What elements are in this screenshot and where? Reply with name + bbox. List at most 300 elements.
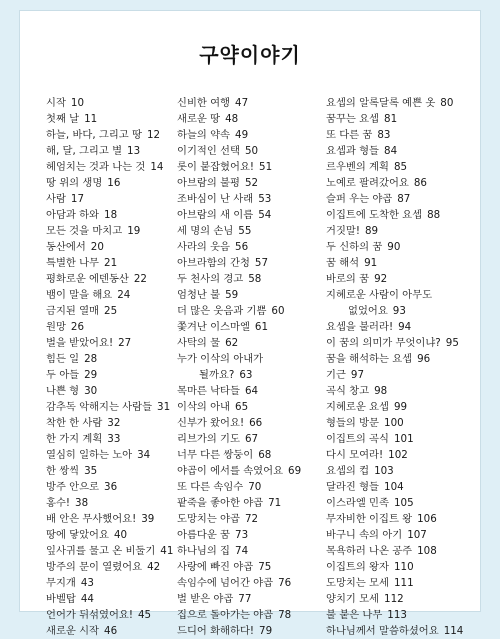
toc-entry-title: 아름다운 꿈	[177, 529, 231, 541]
toc-entry-title: 팥죽을 좋아한 야곱	[177, 497, 264, 509]
toc-entry	[326, 367, 476, 383]
toc-entry-page-number: 16	[107, 177, 121, 189]
toc-entry	[326, 223, 476, 239]
toc-entry-page-number: 100	[384, 417, 404, 429]
toc-entry	[326, 623, 476, 639]
toc-entry-title: 다시 모여라!	[326, 449, 384, 461]
toc-entry-title: 르우벤의 계획	[326, 161, 389, 173]
toc-entry-page-number: 21	[104, 257, 118, 269]
toc-entry-title: 지혜로운 요셉	[326, 401, 389, 413]
toc-entry-page-number: 77	[238, 593, 252, 605]
toc-entry-title: 꿈 해석	[326, 257, 360, 269]
toc-entry-title: 잎사귀를 물고 온 비둘기	[46, 545, 156, 557]
toc-entry-title: 꿈을 해석하는 요셉	[326, 353, 413, 365]
toc-entry	[177, 159, 327, 175]
toc-entry-page-number: 95	[445, 337, 459, 349]
toc-entry	[326, 463, 476, 479]
toc-entry	[46, 607, 174, 623]
toc-entry-page-number: 51	[259, 161, 273, 173]
toc-entry-title: 헤엄치는 것과 나는 것	[46, 161, 146, 173]
toc-entry-page-number: 112	[384, 593, 404, 605]
toc-entry	[326, 511, 476, 527]
toc-entry	[326, 415, 476, 431]
toc-entry-page-number: 74	[235, 545, 249, 557]
toc-entry-title: 세 명의 손님	[177, 225, 234, 237]
toc-entry-page-number: 55	[238, 225, 252, 237]
toc-entry	[326, 303, 476, 319]
toc-entry-title: 양치기 모세	[326, 593, 380, 605]
toc-entry	[177, 143, 327, 159]
toc-entry-title: 땅에 닿았어요	[46, 529, 109, 541]
toc-entry-title: 나쁜 형	[46, 385, 80, 397]
toc-entry-title: 첫째 날	[46, 113, 80, 125]
toc-entry	[46, 111, 174, 127]
toc-entry-title: 속임수에 넘어간 야곱	[177, 577, 274, 589]
toc-entry	[177, 223, 327, 239]
toc-entry	[46, 415, 174, 431]
toc-entry	[46, 447, 174, 463]
toc-entry-page-number: 93	[392, 305, 406, 317]
toc-entry	[46, 543, 174, 559]
toc-page	[19, 10, 481, 637]
toc-entry-title: 평화로운 에덴동산	[46, 273, 129, 285]
toc-entry	[326, 287, 476, 303]
toc-entry-page-number: 31	[157, 401, 171, 413]
toc-entry-page-number: 88	[427, 209, 441, 221]
toc-entry-page-number: 11	[84, 113, 98, 125]
toc-entry-page-number: 10	[70, 97, 85, 109]
toc-entry-page-number: 79	[259, 625, 273, 637]
toc-entry	[46, 207, 174, 223]
toc-entry-title: 이 꿈의 의미가 무엇이냐?	[326, 337, 441, 349]
toc-entry	[177, 447, 327, 463]
toc-entry	[326, 95, 476, 111]
toc-entry	[177, 511, 327, 527]
toc-entry	[326, 207, 476, 223]
toc-entry	[177, 111, 327, 127]
toc-entry-page-number: 45	[137, 609, 152, 621]
toc-entry	[46, 623, 174, 639]
toc-entry-title: 신부가 왔어요!	[177, 417, 245, 429]
toc-entry	[177, 367, 327, 383]
toc-entry	[326, 575, 476, 591]
toc-entry-title: 꿈꾸는 요셉	[326, 113, 380, 125]
toc-entry-title: 원망	[46, 321, 66, 333]
toc-entry	[326, 607, 476, 623]
toc-entry-page-number: 41	[160, 545, 174, 557]
toc-entry	[46, 527, 174, 543]
toc-entry-title: 한 가지 계획	[46, 433, 103, 445]
toc-entry-page-number: 83	[377, 129, 391, 141]
toc-entry	[46, 511, 174, 527]
toc-entry	[326, 527, 476, 543]
toc-entry-page-number: 61	[254, 321, 269, 333]
toc-entry-title: 새로운 시작	[46, 625, 100, 637]
toc-entry-title: 이집트의 곡식	[326, 433, 389, 445]
toc-entry-page-number: 12	[146, 129, 161, 141]
toc-entry-page-number: 84	[384, 145, 398, 157]
toc-entry-page-number: 60	[271, 305, 285, 317]
toc-entry-title: 아브람의 새 이름	[177, 209, 254, 221]
toc-entry-title: 열심히 일하는 노아	[46, 449, 133, 461]
toc-entry-page-number: 102	[388, 449, 408, 461]
toc-entry	[326, 543, 476, 559]
toc-entry	[46, 367, 174, 383]
toc-entry	[177, 351, 327, 367]
toc-entry	[46, 495, 174, 511]
toc-entry-page-number: 68	[258, 449, 272, 461]
toc-entry-title: 두 천사의 경고	[177, 273, 244, 285]
toc-entry-title: 거짓말!	[326, 225, 360, 237]
toc-entry	[326, 319, 476, 335]
toc-entry-page-number: 98	[374, 385, 388, 397]
toc-entry-title: 언어가 뒤섞였어요!	[46, 609, 133, 621]
toc-entry-page-number: 54	[258, 209, 272, 221]
toc-entry-page-number: 106	[417, 513, 437, 525]
toc-entry-title: 불 붙은 나무	[326, 609, 383, 621]
toc-entry-page-number: 20	[90, 241, 104, 253]
toc-entry-page-number: 91	[364, 257, 378, 269]
toc-entry	[326, 159, 476, 175]
toc-entry-page-number: 22	[133, 273, 147, 285]
toc-entry-title: 도망치는 모세	[326, 577, 389, 589]
toc-entry	[326, 383, 476, 399]
toc-entry-title: 더 많은 웃음과 기쁨	[177, 305, 267, 317]
toc-entry-page-number: 47	[235, 97, 249, 109]
toc-entry-title: 롯이 붙잡혔어요!	[177, 161, 255, 173]
toc-entry-title: 지혜로운 사람이 아무도	[326, 289, 433, 301]
toc-entry-page-number: 89	[364, 225, 379, 237]
toc-entry	[177, 431, 327, 447]
toc-entry-title: 무지개	[46, 577, 76, 589]
toc-entry	[326, 271, 476, 287]
toc-entry-page-number: 19	[127, 225, 141, 237]
toc-entry-title: 이삭의 아내	[177, 401, 231, 413]
toc-entry-page-number: 57	[254, 257, 269, 269]
toc-entry	[46, 303, 174, 319]
toc-entry-title: 사람	[46, 193, 66, 205]
toc-entry-title: 드디어 화해하다!	[177, 625, 255, 637]
toc-entry-page-number: 104	[384, 481, 404, 493]
toc-entry-title: 동산에서	[46, 241, 86, 253]
toc-entry-page-number: 34	[137, 449, 151, 461]
toc-entry	[177, 399, 327, 415]
toc-entry-title: 방주의 문이 열렸어요	[46, 561, 143, 573]
toc-entry-title: 노예로 팔려갔어요	[326, 177, 409, 189]
toc-entry	[326, 335, 476, 351]
toc-entry-title: 슬퍼 우는 야곱	[326, 193, 393, 205]
toc-entry-page-number: 75	[258, 561, 272, 573]
toc-entry-title: 목마른 낙타들	[177, 385, 240, 397]
toc-entry-page-number: 36	[104, 481, 118, 493]
toc-entry	[326, 479, 476, 495]
toc-entry-title: 배 안은 무사했어요!	[46, 513, 137, 525]
toc-entry	[177, 543, 327, 559]
toc-entry-title: 두 아들	[46, 369, 80, 381]
toc-entry-title: 리브가의 기도	[177, 433, 240, 445]
toc-entry-page-number: 67	[244, 433, 259, 445]
toc-entry-page-number: 32	[107, 417, 121, 429]
toc-entry	[177, 319, 327, 335]
toc-entry-page-number: 65	[235, 401, 249, 413]
toc-entry-title: 쫓겨난 이스마엘	[177, 321, 250, 333]
toc-entry	[177, 335, 327, 351]
toc-entry	[46, 127, 174, 143]
toc-entry-title: 바로의 꿈	[326, 273, 370, 285]
toc-entry	[177, 303, 327, 319]
toc-entry-page-number: 49	[235, 129, 249, 141]
toc-entry	[177, 415, 327, 431]
toc-entry-page-number: 80	[440, 97, 454, 109]
toc-entry	[46, 319, 174, 335]
toc-entry-page-number: 52	[244, 177, 259, 189]
toc-entry-title: 감추독 악해지는 사람들	[46, 401, 153, 413]
toc-entry-page-number: 97	[350, 369, 365, 381]
toc-entry-title: 뱀이 말을 해요	[46, 289, 113, 301]
toc-entry	[326, 447, 476, 463]
toc-entry	[46, 159, 174, 175]
toc-entry-title: 이스라엘 민족	[326, 497, 389, 509]
toc-entry-title: 또 다른 꿈	[326, 129, 373, 141]
toc-entry-page-number: 59	[225, 289, 239, 301]
toc-entry-page-number: 94	[398, 321, 412, 333]
toc-entry	[177, 479, 327, 495]
toc-entry-title: 없었어요	[348, 305, 388, 317]
toc-entry	[46, 591, 174, 607]
toc-column-3	[326, 95, 476, 639]
toc-entry-title: 달라진 형들	[326, 481, 380, 493]
toc-entry-title: 형들의 방문	[326, 417, 380, 429]
toc-entry-title: 이집트에 도착한 요셉	[326, 209, 423, 221]
toc-entry-page-number: 46	[104, 625, 118, 637]
toc-entry-title: 아담과 하와	[46, 209, 100, 221]
toc-entry	[326, 431, 476, 447]
toc-entry-title: 하나님의 집	[177, 545, 231, 557]
toc-entry	[177, 175, 327, 191]
toc-entry	[177, 575, 327, 591]
toc-entry-title: 무자비한 이집트 왕	[326, 513, 413, 525]
toc-entry-title: 곡식 창고	[326, 385, 370, 397]
toc-entry	[326, 495, 476, 511]
toc-entry	[177, 239, 327, 255]
toc-entry-page-number: 27	[118, 337, 132, 349]
toc-entry	[326, 351, 476, 367]
toc-entry-page-number: 70	[248, 481, 262, 493]
toc-entry	[46, 223, 174, 239]
toc-entry-page-number: 72	[244, 513, 259, 525]
toc-entry	[177, 495, 327, 511]
toc-entry-title: 너무 다른 쌍둥이	[177, 449, 254, 461]
toc-entry	[326, 255, 476, 271]
toc-entry	[177, 255, 327, 271]
toc-entry-title: 요셉의 컵	[326, 465, 370, 477]
toc-entry	[177, 287, 327, 303]
toc-entry	[177, 623, 327, 639]
toc-entry-title: 방주 안으로	[46, 481, 100, 493]
toc-entry-page-number: 24	[117, 289, 131, 301]
toc-entry-title: 목욕하러 나온 공주	[326, 545, 413, 557]
toc-entry-page-number: 13	[127, 145, 141, 157]
toc-entry-page-number: 110	[393, 561, 414, 573]
toc-entry-page-number: 64	[244, 385, 259, 397]
toc-entry	[177, 527, 327, 543]
toc-entry-page-number: 78	[278, 609, 292, 621]
toc-entry-page-number: 71	[268, 497, 282, 509]
toc-entry-page-number: 76	[278, 577, 292, 589]
toc-entry	[326, 191, 476, 207]
toc-entry-page-number: 69	[288, 465, 302, 477]
toc-entry	[177, 383, 327, 399]
toc-entry-page-number: 38	[75, 497, 89, 509]
toc-entry-title: 하늘의 약속	[177, 129, 231, 141]
toc-entry	[46, 351, 174, 367]
toc-entry-page-number: 35	[84, 465, 98, 477]
toc-entry-page-number: 81	[384, 113, 398, 125]
toc-entry-page-number: 29	[84, 369, 98, 381]
toc-entry-page-number: 114	[443, 625, 464, 637]
toc-entry-title: 하늘, 바다, 그리고 땅	[46, 129, 142, 141]
toc-entry-page-number: 26	[70, 321, 85, 333]
toc-entry-page-number: 48	[225, 113, 239, 125]
toc-entry-page-number: 96	[417, 353, 431, 365]
toc-entry	[46, 175, 174, 191]
toc-entry	[326, 143, 476, 159]
toc-entry-page-number: 108	[417, 545, 437, 557]
toc-entry	[46, 479, 174, 495]
toc-entry-title: 또 다른 속임수	[177, 481, 244, 493]
toc-entry-title: 두 신하의 꿈	[326, 241, 383, 253]
toc-entry-page-number: 39	[141, 513, 155, 525]
toc-entry-title: 벌 받은 야곱	[177, 593, 234, 605]
toc-entry-title: 야곱이 에서를 속였어요	[177, 465, 284, 477]
toc-entry-page-number: 14	[150, 161, 164, 173]
toc-entry-page-number: 105	[393, 497, 414, 509]
toc-entry-title: 바구니 속의 아기	[326, 529, 403, 541]
toc-entry	[46, 287, 174, 303]
toc-entry	[46, 255, 174, 271]
toc-entry-title: 땅 위의 생명	[46, 177, 103, 189]
toc-entry-page-number: 62	[225, 337, 239, 349]
toc-entry-title: 사랑에 빠진 야곱	[177, 561, 254, 573]
toc-entry-title: 누가 이삭의 아내가	[177, 353, 264, 365]
toc-entry-page-number: 73	[235, 529, 249, 541]
toc-entry	[46, 335, 174, 351]
toc-entry-title: 착한 한 사람	[46, 417, 103, 429]
toc-entry-page-number: 33	[107, 433, 121, 445]
toc-entry-title: 기근	[326, 369, 346, 381]
toc-entry-page-number: 43	[80, 577, 94, 589]
toc-entry-title: 한 쌍씩	[46, 465, 80, 477]
toc-entry	[46, 575, 174, 591]
toc-entry-page-number: 63	[239, 369, 253, 381]
toc-entry-page-number: 66	[249, 417, 263, 429]
toc-entry-page-number: 113	[387, 609, 407, 621]
toc-column-2	[177, 95, 327, 639]
toc-entry	[46, 559, 174, 575]
toc-entry-title: 아브라함의 간청	[177, 257, 250, 269]
toc-entry-title: 신비한 여행	[177, 97, 231, 109]
toc-entry-page-number: 53	[258, 193, 272, 205]
toc-entry	[46, 95, 174, 111]
toc-entry-title: 바벨탑	[46, 593, 76, 605]
toc-entry-page-number: 107	[407, 529, 427, 541]
toc-entry	[46, 143, 174, 159]
toc-entry-page-number: 103	[374, 465, 394, 477]
toc-entry	[46, 399, 174, 415]
toc-entry	[177, 463, 327, 479]
toc-entry-page-number: 90	[387, 241, 401, 253]
toc-entry-title: 모든 것을 마치고	[46, 225, 123, 237]
toc-entry-title: 하나님께서 말씀하셨어요	[326, 625, 439, 637]
toc-entry-page-number: 25	[104, 305, 118, 317]
toc-entry	[326, 591, 476, 607]
toc-entry	[177, 207, 327, 223]
toc-entry-page-number: 85	[393, 161, 408, 173]
toc-entry-page-number: 44	[80, 593, 94, 605]
toc-entry-title: 새로운 땅	[177, 113, 221, 125]
toc-entry	[46, 271, 174, 287]
toc-entry-title: 집으로 돌아가는 야곱	[177, 609, 274, 621]
toc-entry	[46, 383, 174, 399]
toc-entry-title: 금지된 열매	[46, 305, 100, 317]
toc-entry	[177, 591, 327, 607]
toc-entry-title: 요셉의 알록달록 예쁜 옷	[326, 97, 436, 109]
toc-entry-title: 홍수!	[46, 497, 71, 509]
toc-entry-page-number: 42	[147, 561, 161, 573]
toc-entry-page-number: 87	[397, 193, 411, 205]
toc-entry	[46, 431, 174, 447]
toc-entry	[326, 559, 476, 575]
toc-entry	[177, 95, 327, 111]
toc-entry	[326, 175, 476, 191]
toc-entry-page-number: 17	[70, 193, 85, 205]
toc-entry-title: 아브람의 불평	[177, 177, 240, 189]
toc-entry-page-number: 111	[393, 577, 414, 589]
toc-entry-title: 이집트의 왕자	[326, 561, 389, 573]
toc-entry-title: 조바심이 난 사래	[177, 193, 254, 205]
toc-entry	[177, 559, 327, 575]
toc-entry	[326, 239, 476, 255]
toc-entry-title: 시작	[46, 97, 66, 109]
toc-entry	[177, 191, 327, 207]
toc-entry-page-number: 99	[393, 401, 408, 413]
toc-entry-page-number: 18	[104, 209, 118, 221]
toc-entry-page-number: 86	[413, 177, 427, 189]
toc-entry	[177, 127, 327, 143]
page-title: 구약이야기	[199, 43, 301, 67]
toc-entry-page-number: 56	[235, 241, 249, 253]
toc-entry-page-number: 58	[248, 273, 262, 285]
toc-entry-title: 특별한 나무	[46, 257, 100, 269]
toc-entry-page-number: 30	[84, 385, 98, 397]
toc-entry-title: 도망치는 야곱	[177, 513, 240, 525]
toc-column-1	[46, 95, 174, 639]
toc-entry-page-number: 92	[374, 273, 388, 285]
toc-entry	[46, 191, 174, 207]
toc-entry-title: 될까요?	[199, 369, 235, 381]
toc-entry	[46, 463, 174, 479]
toc-entry-title: 힘든 일	[46, 353, 80, 365]
toc-entry-title: 엄청난 불	[177, 289, 221, 301]
toc-entry-title: 해, 달, 그리고 별	[46, 145, 123, 157]
toc-entry-page-number: 28	[84, 353, 98, 365]
toc-entry	[326, 127, 476, 143]
toc-entry	[326, 111, 476, 127]
toc-entry-title: 벌을 받았어요!	[46, 337, 114, 349]
toc-entry-title: 사탁의 물	[177, 337, 221, 349]
toc-entry-page-number: 50	[244, 145, 259, 157]
toc-entry-title: 사라의 웃음	[177, 241, 231, 253]
